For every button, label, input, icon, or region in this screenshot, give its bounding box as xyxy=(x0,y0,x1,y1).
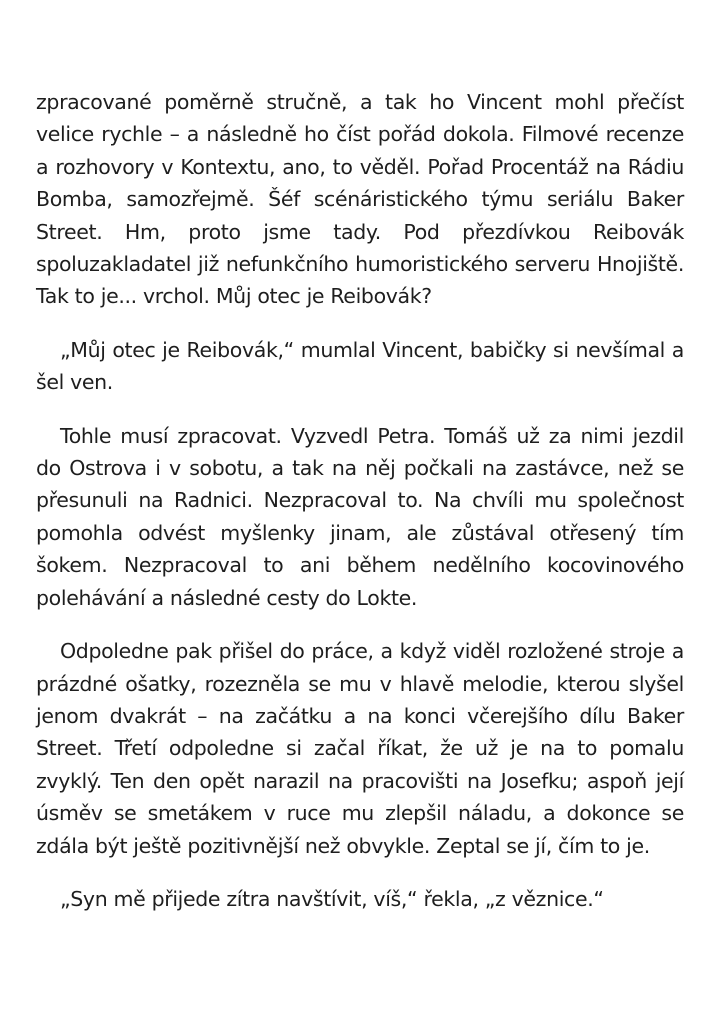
paragraph-2: „Můj otec je Reibovák,“ mumlal Vincent, babičky si nevšímal a šel ven. xyxy=(36,337,684,395)
paragraph-5: „Syn mě přijede zítra navštívit, víš,“ řekla, „z věznice.“ xyxy=(60,886,604,911)
paragraph-3: Tohle musí zpracovat. Vyzvedl Petra. Tomáš už za nimi jezdil do Ostrova i v sobotu, a tak na něj počkali na zastávce, než se přesunuli na Radnici. Nezpracoval to. Na chvíli mu společnost pomohla odvést myšlenky jinam, ale zůstával otřesený tím šokem. Nezpracoval to ani během nedělního kocovinového polehávání a následné cesty do Lokte. xyxy=(36,423,684,610)
book-page xyxy=(36,86,684,936)
paragraph-1: zpracované poměrně stručně, a tak ho Vincent mohl přečíst velice rychle – a následně ho číst pořád dokola. Filmové recenze a rozhovory v Kontextu, ano, to věděl. Pořad Procentáž na Rádiu Bomba, samozřejmě. Šéf scénáristického týmu seriálu Baker Street. Hm, proto jsme tady. Pod přezdívkou Reibovák spoluzakladatel již nefunkčního humoristického serveru Hnojiště. Tak to je... vrchol. Můj otec je Reibovák? xyxy=(36,90,684,309)
paragraph-4: Odpoledne pak přišel do práce, a když viděl rozložené stroje a prázdné ošatky, rozezněla se mu v hlavě melodie, kterou slyšel jenom dvakrát – na začátku a na konci včerejšího dílu Baker Street. Třetí odpoledne si začal říkat, že už je na to pomalu zvyklý. Ten den opět narazil na pracovišti na Josefku; aspoň její úsměv se smetákem v ruce mu zlepšil náladu, a dokonce se zdála být ještě pozitivnější než obvykle. Zeptal se jí, čím to je. xyxy=(36,639,684,858)
